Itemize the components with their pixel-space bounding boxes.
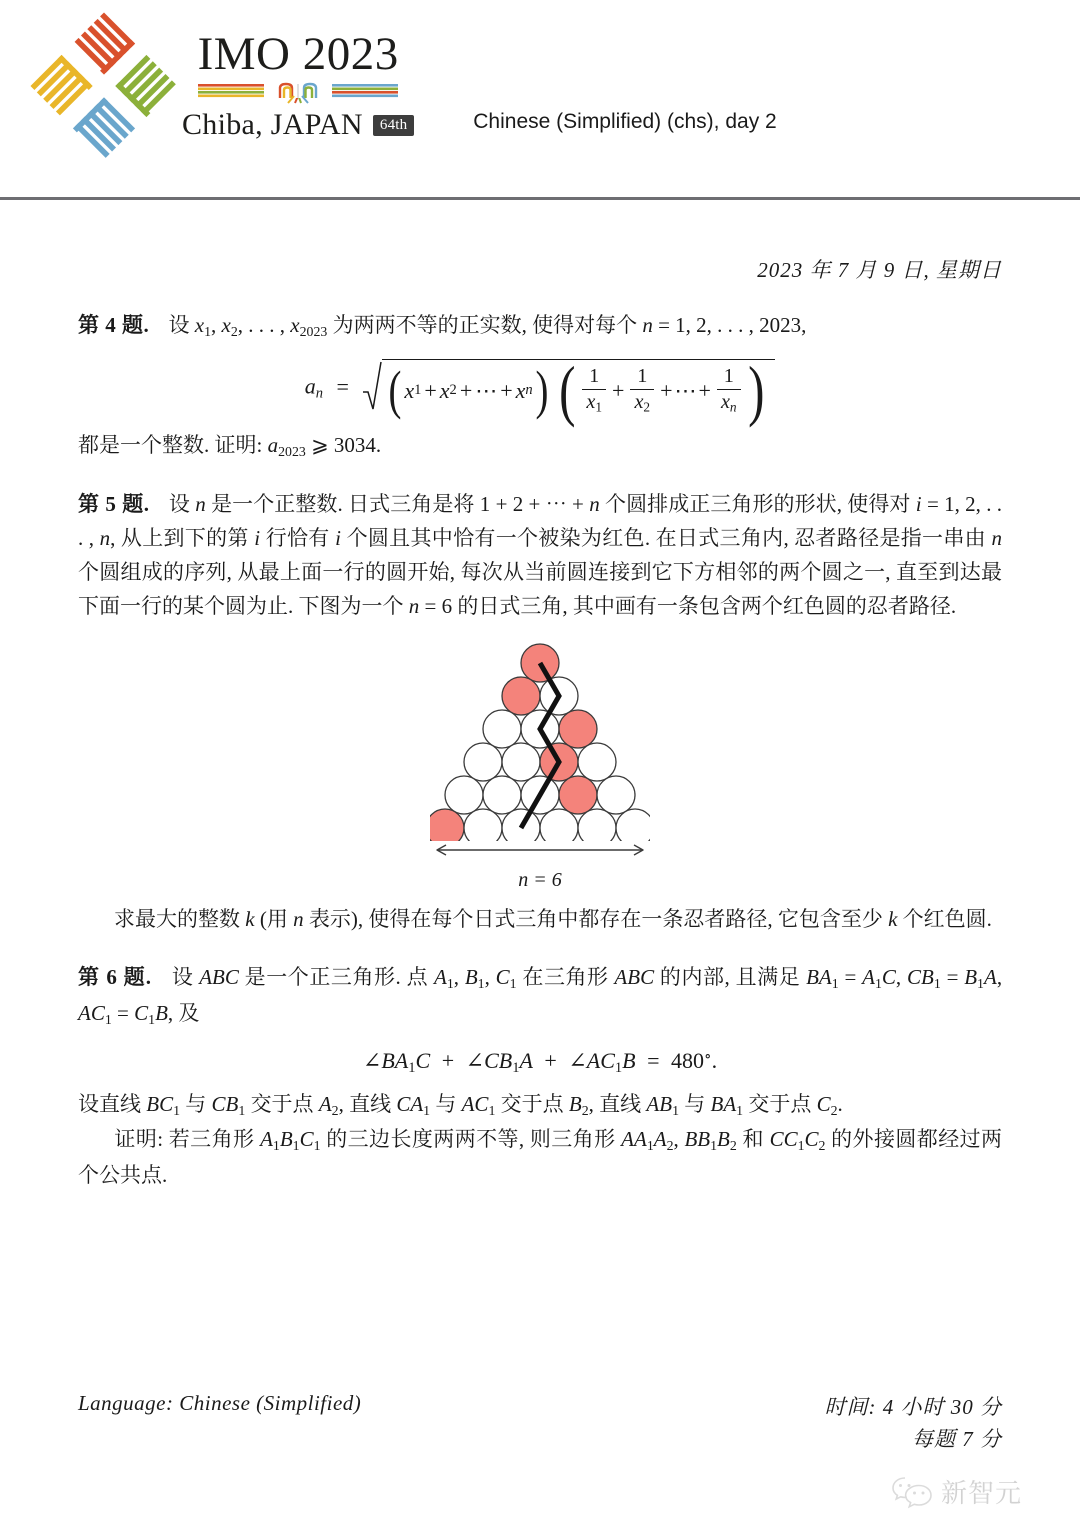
exam-body xyxy=(0,254,1080,1192)
footer-points: 每题 7 分 xyxy=(912,1427,1002,1452)
wechat-icon xyxy=(891,1475,933,1509)
header-divider xyxy=(0,197,1080,200)
problem-6-lines: 设直线 $BC_1$ 与 $CB_1$ 交于点 $A_2$, 直线 $CA_1$ 与 $AC_1$ 交于点 $B_2$, 直线 $AB_1$ 与 $BA_1$ 交于点 $C_2$. xyxy=(78,1092,843,1118)
problem-6-proof-goal: 证明: 若三角形 $A_1B_1C_1$ 的三边长度两两不等, 则三角形 $AA_1A_2$, $BB_1B_2$ 和 $CC_1C_2$ 的外接圆都经过两个公共点. xyxy=(78,1127,1003,1187)
imo-edition-badge: 64th xyxy=(373,115,414,137)
imo-ribbon-icon xyxy=(198,82,398,104)
problem-6 xyxy=(78,960,1002,1191)
language-day-header: Chinese (Simplified) (chs), day 2 xyxy=(473,110,777,133)
figure-caption: n = 6 xyxy=(518,869,562,892)
triangle-diagram xyxy=(430,641,650,841)
watermark-text: 新智元 xyxy=(940,1478,1022,1508)
problem-4-formula: $a_n$ = ( x 1 + x 2 + ⋯ + x n ) ( $\frac{1}{x_1}$ + $\frac{1}{x_2}$ + ⋯ + $\frac{1}{x_n}$ ) xyxy=(78,359,1002,418)
problem-6-statement: 第 6 题. 设 ABC 是一个正三角形. 点 $A_1$, $B_1$, $C_1$ 在三角形 ABC 的内部, 且满足 $BA_1 = A_1C$, $CB_1 = B_1A$, $AC_1 = C_1B$, 及 xyxy=(78,965,1003,1027)
footer-exam-info xyxy=(825,1391,1003,1456)
footer-language: Language: Chinese (Simplified) xyxy=(78,1390,362,1415)
imo-title: IMO 2023 xyxy=(197,28,399,80)
page-header xyxy=(0,0,1080,175)
japanese-triangle-figure xyxy=(78,641,1002,892)
watermark xyxy=(891,1473,1022,1510)
page-footer xyxy=(78,1391,1002,1456)
imo-pinwheel-icon xyxy=(25,7,183,165)
problem-4-statement xyxy=(78,308,1002,343)
problem-6-angle-equation: $\angle BA_1C$ + $\angle CB_1A$ + $\angle AC_1B = 480^\circ$. xyxy=(362,1047,718,1077)
problem-5 xyxy=(78,487,1002,936)
problem-5-label: 第 5 题. xyxy=(78,492,150,517)
problem-4-conclusion: 都是一个整数. 证明: $a_{2023}$ ⩾ 3034. xyxy=(78,433,382,459)
footer-time: 时间: 4 小时 30 分 xyxy=(824,1394,1002,1419)
imo-city: Chiba, JAPAN xyxy=(182,108,363,142)
problem-4-text-pre: 设 $x_1$, $x_2$, . . . , $x_{2023}$ 为两两不等的正实数, 使得对每个 n = 1, 2, . . . , 2023, xyxy=(168,313,807,339)
figure-width-arrow xyxy=(430,841,650,867)
problem-5-question: 求最大的整数 k (用 n 表示), 使得在每个日式三角中都存在一条忍者路径, 它包含至少 k 个红色圆. xyxy=(114,907,992,932)
problem-6-label: 第 6 题. xyxy=(78,965,152,990)
problem-4 xyxy=(78,308,1002,463)
sqrt-expression: ( x 1 + x 2 + ⋯ + x n ) ( $\frac{1}{x_1}$ + $\frac{1}{x_2}$ + ⋯ + $\frac{1}{x_n}$ ) xyxy=(362,359,775,418)
exam-date: 2023 年 7 月 9 日, 星期日 xyxy=(757,258,1002,282)
radical-icon xyxy=(362,359,382,418)
problem-4-label: 第 4 题. xyxy=(78,313,150,337)
problem-5-statement: 第 5 题. 设 n 是一个正整数. 日式三角是将 1 + 2 + ⋯ + n 个圆排成正三角形的形状, 使得对 i = 1, 2, . . . , n, 从上到下的第 i 行恰有 i 个圆且其中恰有一个被染为红色. 在日式三角内, 忍者路径是指一串由 n 个圆组成的序列, 从最上面一行的圆开始, 每次从当前圆连接到它下方相邻的两个圆之一, 直至到达最下面一行的某个圆为止. 下图为一个 n = 6 的日式三角, 其中画有一条包含两个红色圆的忍者路径. xyxy=(78,492,1003,619)
